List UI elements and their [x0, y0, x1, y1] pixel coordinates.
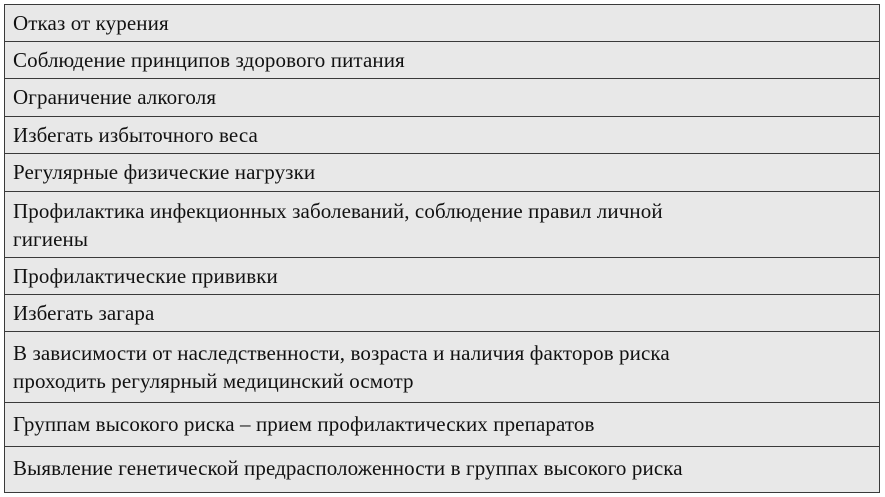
row-text-line-2: гигиены: [13, 227, 89, 251]
table-row: [5, 258, 879, 295]
row-text: Избегать загара: [13, 301, 155, 325]
row-text: Избегать избыточного веса: [13, 123, 258, 147]
row-text-line-1: Профилактика инфекционных заболеваний, соблюдение правил личной: [13, 199, 663, 223]
row-text: Группам высокого риска – прием профилактических препаратов: [13, 412, 595, 436]
row-text: Отказ от курения: [13, 11, 169, 35]
row-text-line-2: проходить регулярный медицинский осмотр: [13, 369, 414, 393]
table-row: [5, 117, 879, 154]
recommendations-table: [4, 4, 880, 493]
table-row: [5, 403, 879, 447]
table-row: [5, 295, 879, 332]
row-text: Регулярные физические нагрузки: [13, 160, 316, 184]
table-row: [5, 332, 879, 403]
table-row: [5, 447, 879, 492]
row-text: Выявление генетической предрасположенности в группах высокого риска: [13, 456, 683, 480]
row-text-line-1: В зависимости от наследственности, возраста и наличия факторов риска: [13, 341, 670, 365]
table-row: [5, 5, 879, 42]
table-row: [5, 192, 879, 258]
table-row: [5, 79, 879, 117]
row-text: Соблюдение принципов здорового питания: [13, 48, 405, 72]
table-row: [5, 154, 879, 192]
row-text: Профилактические прививки: [13, 264, 278, 288]
row-text: Ограничение алкоголя: [13, 85, 217, 109]
table-row: [5, 42, 879, 79]
